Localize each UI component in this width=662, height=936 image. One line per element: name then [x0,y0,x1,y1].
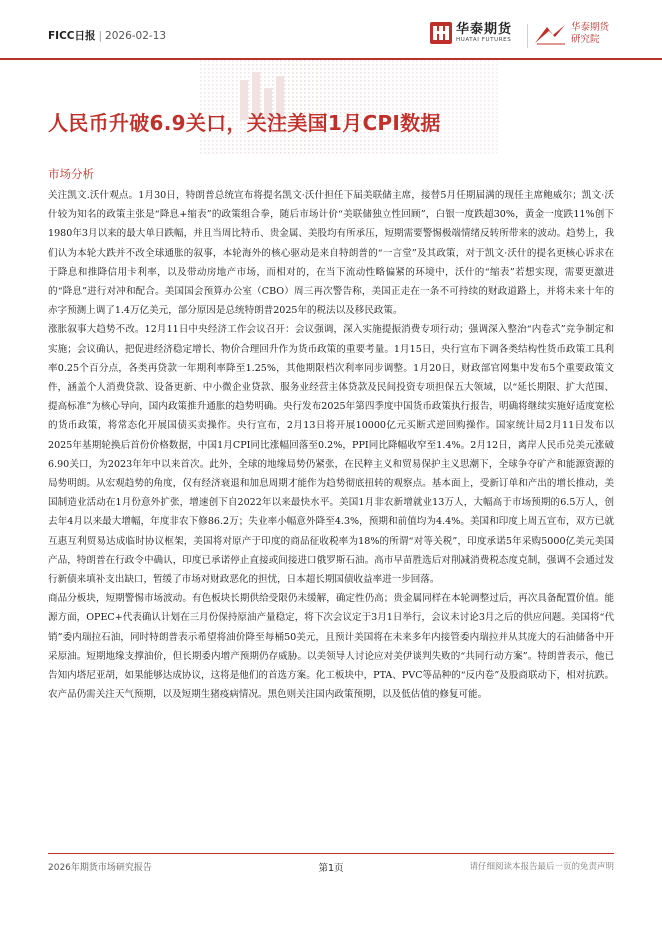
page-header [0,0,662,64]
paragraph-commodity-sectors: 商品分板块，短期警惕市场波动。有色板块长期供给受限仍未缓解，确定性仍高；贵金属同样在本轮调整过后，再次具备配置价值。能源方面，OPEC+代表确认计划在三月份保持原油产量稳定，将下次会议定于3月1日举行，会议未讨论3月之后的供应问题。美国将“代销”委内瑞拉石油，同时特朗普表示希望将油价降至每桶50美元，且预计美国将在未来多年内接管委内瑞拉并从其庞大的石油储备中开采原油。短期地缘支撑油价，但长期委内增产预期仍存威胁。以美领导人讨论应对美伊谈判失败的“共同行动方案”。特朗普表示，他已告知内塔尼亚胡，如果能够达成协议，这将是他们的首选方案。化工板块中，PTA、PVC等品种的“反内卷”及股商联动下，相对抗跌。农产品仍需关注天气预期，以及短期生猪疫病情况。黑色则关注国内政策预期，以及低估值的修复可能。 [48,593,614,701]
page-number: 第1页 [318,863,344,874]
analysis-body [48,186,614,704]
report-tag [48,28,166,43]
logo-main-cn: 华泰期货 [456,21,513,37]
research-institute-logo [533,22,609,46]
page-title: 人民币升破6.9关口，关注美国1月CPI数据 [48,111,441,135]
research-logo-icon [533,23,567,45]
section-title: 市场分析 [48,167,94,181]
paragraph-reflation-trend: 涨胀叙事大趋势不改。12月11日中央经济工作会议召开：会议强调，深入实施提振消费专项行动；强调深入整治“内卷式”竞争制定和实施；会议确认，把促进经济稳定增长、物价合理回升作为货币政策的重要考量。1月15日，央行宣布下调各类结构性货币政策工具利率0.25个百分点，各类再贷款一年期利率降至1.25%，其他期限档次利率同步调整。1月20日，财政部官网集中发布5个重要政策文件，涵盖个人消费贷款、设备更新、中小微企业贷款、服务业经营主体贷款及民间投资专项担保五大领域，以“延长期限、扩大范围、提高标准”为核心导向，国内政策推升通胀的趋势明确。央行发布2025年第四季度中国货币政策执行报告，明确将继续实施好适度宽松的货币政策，将常态化开展国债买卖操作。央行宣布，2月13日将开展10000亿元买断式逆回购操作。国家统计局2月11日发布以2025年基期轮换后首份价格数据，中国1月CPI同比涨幅回落至0.2%，PPI同比降幅收窄至1.4%。2月12日，离岸人民币兑美元涨破6.90关口，为2023年年中以来首次。此外，全球的地缘局势仍紧张，在民粹主义和贸易保护主义思潮下，全球争夺矿产和能源资源的局势明朗。从宏观趋势的角度，仅有经济衰退和加息周期才能作为趋势彻底扭转的观察点。基本面上，受新订单和产出的增长推动，美国制造业活动在1月份意外扩张，增速创下自2022年以来最快水平。美国1月非农新增就业13万人，大幅高于市场预期的6.5万人，创去年4月以来最大增幅，年度非农下修86.2万；失业率小幅意外降至4.3%，预期和前值均为4.4%。美国和印度上周五宣布，双方已就互惠互利贸易达成临时协议框架，美国将对原产于印度的商品征收税率为18%的所谓“对等关税”，印度承诺5年采购5000亿美元美国产品，特朗普在行政令中确认，印度已承诺停止直接或间接进口俄罗斯石油。高市早苗胜选后对削减消费税态度克制，强调不会通过发行新债来填补支出缺口，暂缓了市场对财政恶化的担忧，日本超长期国债收益率进一步回落。 [48,324,614,586]
huatai-futures-logo [430,22,512,44]
logo-side-line2: 研究院 [571,34,600,45]
paragraph-policy-outlook: 关注凯文.沃什观点。1月30日，特朗普总统宣布将提名凯文·沃什担任下届美联储主席，接替5月任期届满的现任主席鲍威尔；凯文·沃什较为知名的政策主张是“降息+缩表”的政策组合拳，随后市场计价“美联储独立性回顾”，白银一度跌超30%，黄金一度跌11%创下1980年3月以来的最大单日跌幅，并且当周比特币、贵金属、美股均有所承压，短期需要警惕极端情绪反转所带来的波动。趋势上，我们认为本轮大跌并不改全球通胀的叙事，本轮海外的核心驱动是来自特朗普的“一言堂”及其政策，对于凯文·沃什的提名更核心诉求在于降息和推降信用卡利率，以及带动房地产市场，而相对的，在当下流动性略偏紧的环境中，沃什的“缩表”若想实现，需要更激进的“降息”进行对冲和配合。美国国会预算办公室（CBO）周三再次警告称，美国正走在一条不可持续的财政道路上，并将未来十年的赤字预测上调了1.4万亿美元，部分原因是总统特朗普2025年的税法以及移民政策。 [48,190,614,317]
logo-side-line1: 华泰期货 [571,22,610,33]
header-separator: | [98,30,103,42]
logo-main-en: HUATAI FUTURES [456,36,512,43]
report-date: 2026-02-13 [105,30,167,42]
huatai-logo-icon [430,22,452,44]
footer-report-name: 2026年期货市场研究报告 [48,863,152,873]
logo-divider [527,24,528,48]
disclaimer-note: 请仔细阅读本报告最后一页的免责声明 [469,862,614,872]
footer-divider [48,853,614,854]
report-brand: FICC日报 [48,30,96,42]
